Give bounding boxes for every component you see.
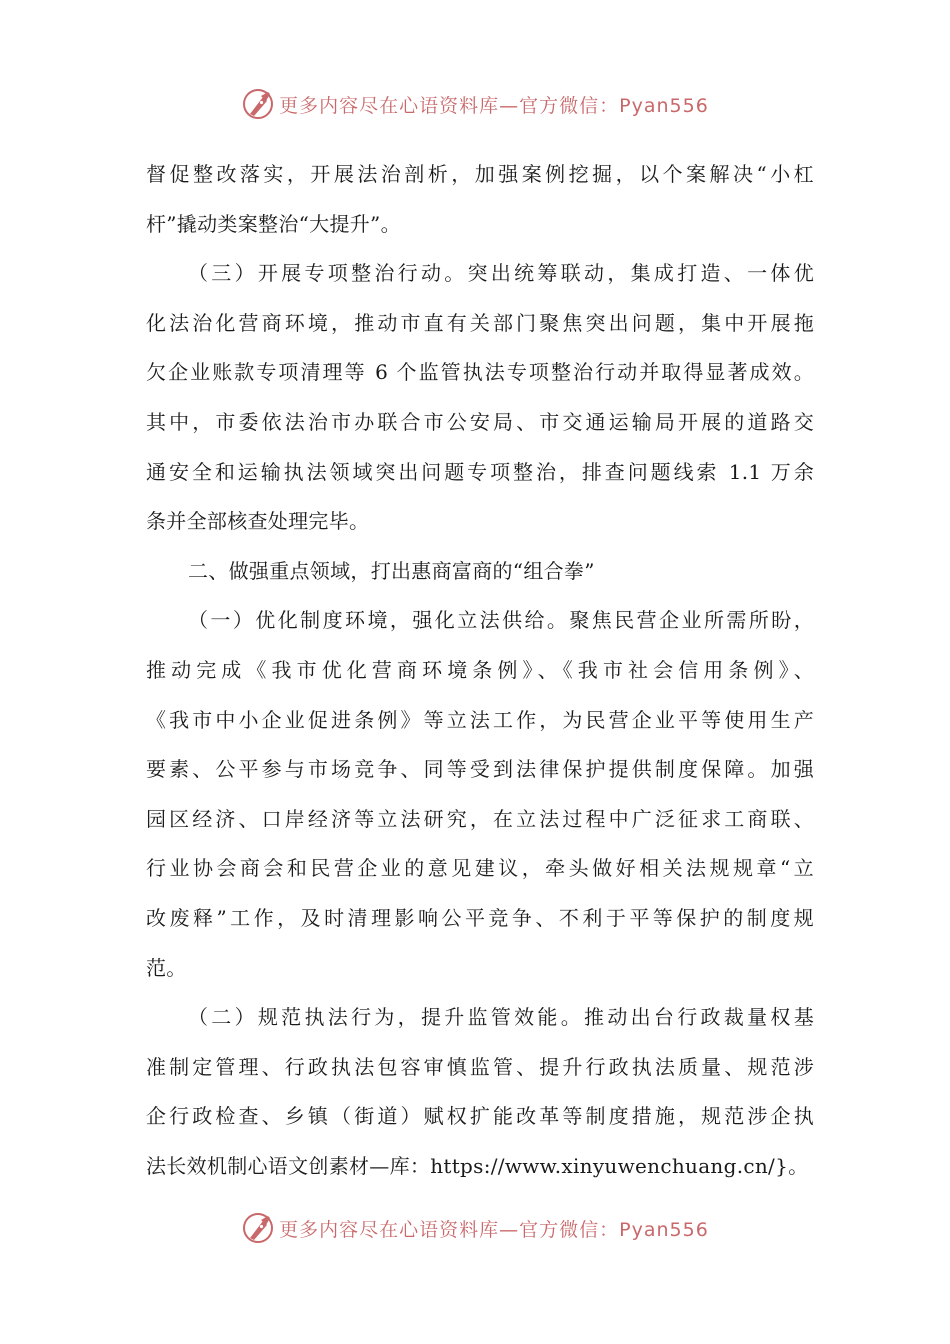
banner-text: 更多内容尽在心语资料库—官方微信：Pyan556 <box>279 94 709 117</box>
text-line: （二）规范执法行为，提升监管效能。推动出台行政裁量权基 <box>188 1005 814 1030</box>
text-line: 其中，市委依法治市办联合市公安局、市交通运输局开展的道路交 <box>146 409 814 434</box>
paragraph <box>146 993 814 1191</box>
text-line: 范。 <box>146 955 187 980</box>
text-line: 企行政检查、乡镇（街道）赋权扩能改革等制度措施，规范涉企执 <box>146 1104 814 1129</box>
text-line: 推动完成《我市优化营商环境条例》、《我市社会信用条例》、 <box>146 657 814 682</box>
text-line: 法长效机制心语文创素材—库：https://www.xinyuwenchuang.cn/}。 <box>146 1153 809 1178</box>
text-line: 欠企业账款专项清理等 6 个监管执法专项整治行动并取得显著成效。 <box>146 360 814 385</box>
text-line: 《我市中小企业促进条例》等立法工作，为民营企业平等使用生产 <box>146 707 814 732</box>
text-line: 准制定管理、行政执法包容审慎监管、提升行政执法质量、规范涉 <box>146 1054 814 1079</box>
text-line: 化法治化营商环境，推动市直有关部门聚焦突出问题，集中开展拖 <box>146 310 814 335</box>
text-line: 督促整改落实，开展法治剖析，加强案例挖掘，以个案解决“小杠 <box>146 162 814 186</box>
text-line: 条并全部核查处理完毕。 <box>146 509 370 534</box>
footer-watermark-banner <box>0 1208 950 1248</box>
header-watermark-banner <box>0 84 950 124</box>
pen-nib-logo-icon <box>241 1211 275 1245</box>
text-line: （三）开展专项整治行动。突出统筹联动，集成打造、一体优 <box>188 261 814 286</box>
text-line: 二、做强重点领域，打出惠商富商的“组合拳” <box>188 558 595 583</box>
pen-nib-logo-icon <box>241 87 275 121</box>
text-line: 杆”撬动类案整治“大提升”。 <box>146 211 401 236</box>
paragraph <box>146 249 814 547</box>
text-line: 行业协会商会和民营企业的意见建议，牵头做好相关法规规章“立 <box>146 856 814 881</box>
section-heading <box>146 547 814 597</box>
text-line: 要素、公平参与市场竞争、同等受到法律保护提供制度保障。加强 <box>146 757 814 782</box>
text-line: 园区经济、口岸经济等立法研究，在立法过程中广泛征求工商联、 <box>146 806 814 831</box>
paragraph <box>146 596 814 993</box>
document-body <box>146 150 814 1191</box>
text-line: 通安全和运输执法领域突出问题专项整治，排查问题线索 1.1 万余 <box>146 459 814 484</box>
banner-text: 更多内容尽在心语资料库—官方微信：Pyan556 <box>279 1218 709 1241</box>
paragraph <box>146 150 814 249</box>
text-line: （一）优化制度环境，强化立法供给。聚焦民营企业所需所盼， <box>188 608 814 633</box>
text-line: 改废释”工作，及时清理影响公平竞争、不利于平等保护的制度规 <box>146 905 814 930</box>
